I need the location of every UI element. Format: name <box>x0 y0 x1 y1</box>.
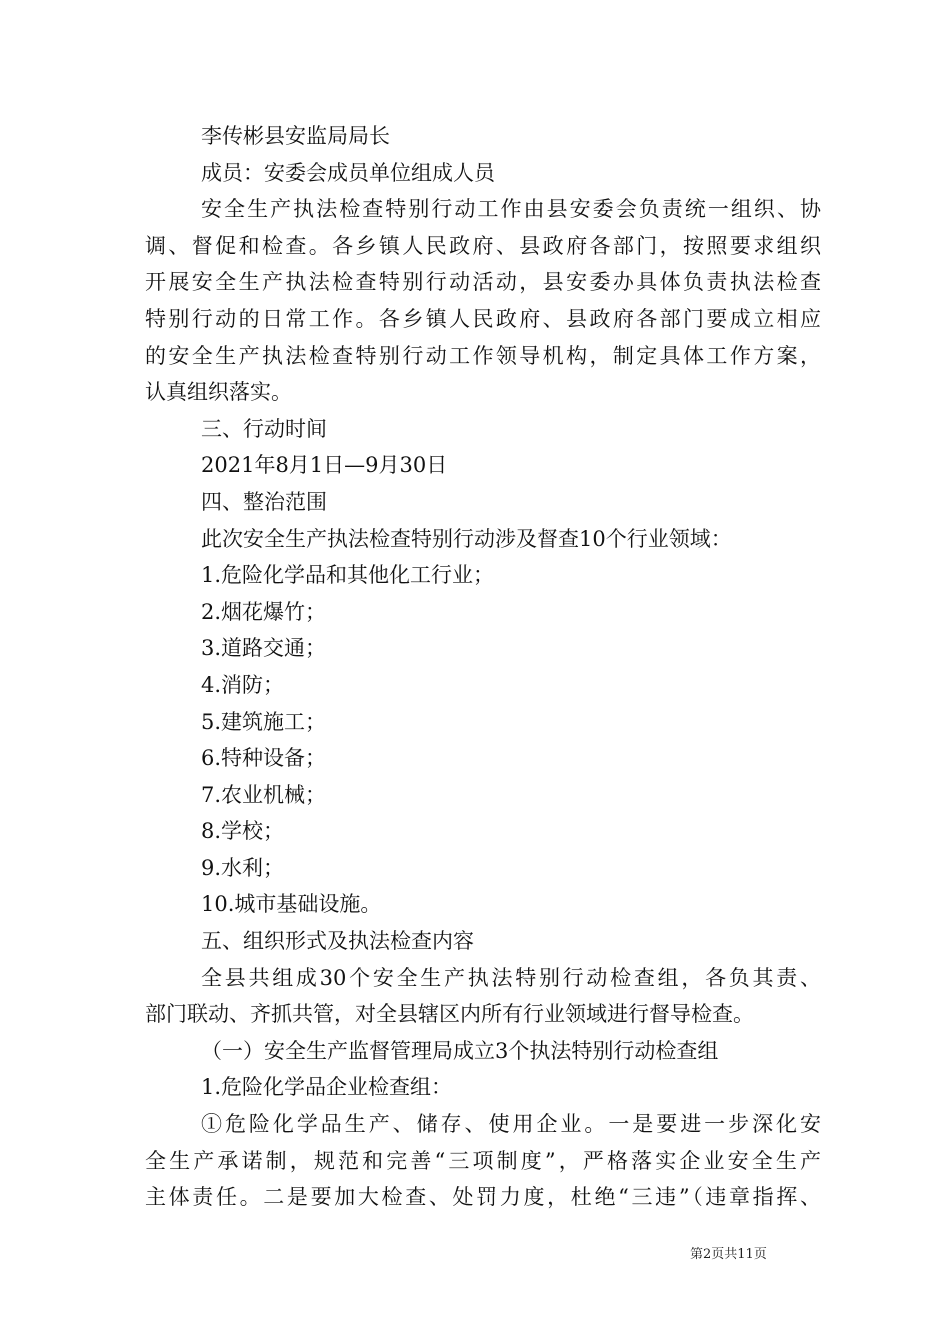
subsection-heading: （一）安全生产监督管理局成立3个执法特别行动检查组 <box>201 1038 719 1063</box>
list-item: 6.特种设备； <box>201 746 327 771</box>
scope-intro: 此次安全生产执法检查特别行动涉及督查10个行业领域： <box>201 526 732 551</box>
list-item: 9.水利； <box>201 855 285 880</box>
paragraph-line: 特别行动的日常工作。各乡镇人民政府、县政府各部门要成立相应 <box>145 306 821 331</box>
list-item: 1.危险化学品和其他化工行业； <box>201 563 495 588</box>
paragraph-line: 部门联动、齐抓共管，对全县辖区内所有行业领域进行督导检查。 <box>145 1002 754 1027</box>
paragraph-line: 安全生产执法检查特别行动工作由县安委会负责统一组织、协 <box>201 197 821 222</box>
list-item: 7.农业机械； <box>201 782 327 807</box>
text-line-member-name: 李传彬县安监局局长 <box>201 124 390 148</box>
action-date-range: 2021年8月1日—9月30日 <box>201 453 448 478</box>
paragraph-line: 主体责任。二是要加大检查、处罚力度，杜绝“三违”（违章指挥、 <box>145 1185 821 1210</box>
document-body <box>145 118 821 1216</box>
list-item: 10.城市基础设施。 <box>201 892 382 917</box>
paragraph-line: 认真组织落实。 <box>145 380 292 405</box>
list-item: 2.烟花爆竹； <box>201 599 327 624</box>
subsection-item: 1.危险化学品企业检查组： <box>201 1075 453 1100</box>
paragraph-line: 调、督促和检查。各乡镇人民政府、县政府各部门，按照要求组织 <box>145 233 821 258</box>
section-heading-action-time: 三、行动时间 <box>201 416 327 441</box>
paragraph-line: 全生产承诺制，规范和完善“三项制度”，严格落实企业安全生产 <box>145 1148 821 1173</box>
paragraph-line: 的安全生产执法检查特别行动工作领导机构，制定具体工作方案， <box>145 343 821 368</box>
section-heading-scope: 四、整治范围 <box>201 489 327 514</box>
section-heading-organization: 五、组织形式及执法检查内容 <box>201 929 474 954</box>
list-item: 5.建筑施工； <box>201 709 327 734</box>
text-line-members: 成员：安委会成员单位组成人员 <box>201 160 495 185</box>
list-item: 4.消防； <box>201 672 285 697</box>
list-item: 8.学校； <box>201 819 285 844</box>
page-number: 第2页共11页 <box>690 1247 767 1262</box>
list-item: 3.道路交通； <box>201 636 327 661</box>
paragraph-line: ①危险化学品生产、储存、使用企业。一是要进一步深化安 <box>201 1112 821 1137</box>
paragraph-line: 开展安全生产执法检查特别行动活动，县安委办具体负责执法检查 <box>145 270 821 295</box>
paragraph-line: 全县共组成30个安全生产执法特别行动检查组，各负其责、 <box>201 965 821 990</box>
